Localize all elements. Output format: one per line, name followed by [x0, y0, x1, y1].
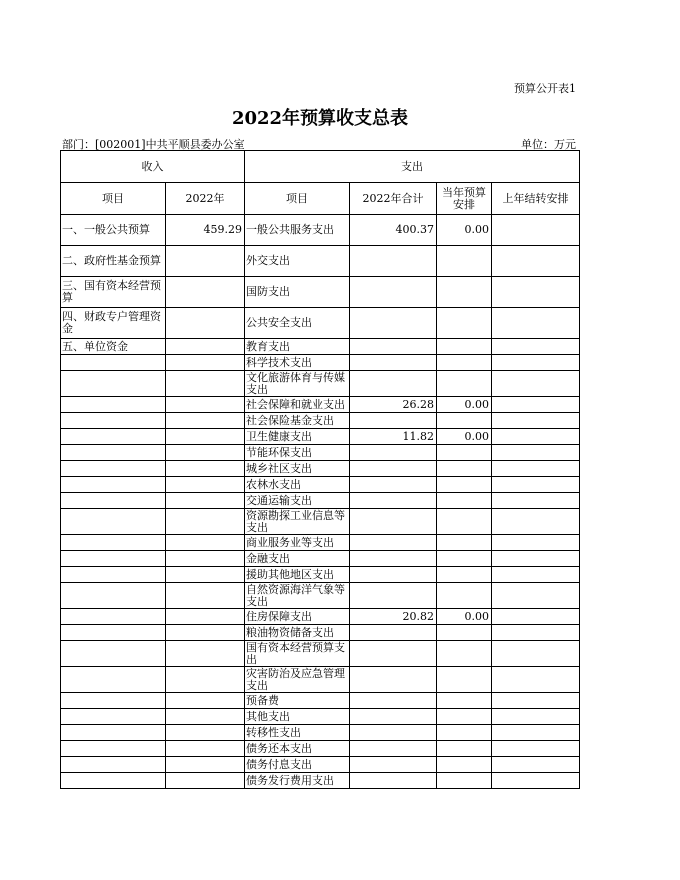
current-cell	[437, 535, 492, 551]
expense-item-cell: 其他支出	[245, 709, 350, 725]
col-income-year: 2022年	[166, 183, 245, 215]
current-cell	[437, 445, 492, 461]
income-value-cell	[166, 339, 245, 355]
col-carryover: 上年结转安排	[492, 183, 580, 215]
expense-item-cell: 一般公共服务支出	[245, 215, 350, 246]
income-item-cell	[61, 493, 166, 509]
income-item-cell	[61, 371, 166, 397]
income-item-cell	[61, 397, 166, 413]
income-item-cell	[61, 709, 166, 725]
expense-item-cell: 债务还本支出	[245, 741, 350, 757]
income-item-cell	[61, 725, 166, 741]
total-cell	[350, 509, 437, 535]
expense-item-cell: 债务付息支出	[245, 757, 350, 773]
income-item-cell	[61, 461, 166, 477]
table-row	[61, 429, 580, 445]
carryover-cell	[492, 246, 580, 277]
carryover-cell	[492, 429, 580, 445]
income-value-cell	[166, 429, 245, 445]
current-cell	[437, 477, 492, 493]
current-cell	[437, 308, 492, 339]
carryover-cell	[492, 339, 580, 355]
table-row	[61, 445, 580, 461]
income-item-cell	[61, 551, 166, 567]
income-value-cell	[166, 551, 245, 567]
expense-item-cell: 金融支出	[245, 551, 350, 567]
table-row	[61, 308, 580, 339]
income-value-cell	[166, 773, 245, 789]
total-cell	[350, 445, 437, 461]
carryover-cell	[492, 493, 580, 509]
income-item-cell	[61, 757, 166, 773]
total-cell	[350, 277, 437, 308]
table-row	[61, 725, 580, 741]
income-item-cell: 五、单位资金	[61, 339, 166, 355]
expense-item-cell: 援助其他地区支出	[245, 567, 350, 583]
total-cell	[350, 709, 437, 725]
income-value-cell	[166, 609, 245, 625]
expense-item-cell: 转移性支出	[245, 725, 350, 741]
total-cell: 26.28	[350, 397, 437, 413]
total-cell: 11.82	[350, 429, 437, 445]
income-value-cell	[166, 493, 245, 509]
total-cell	[350, 625, 437, 641]
total-cell: 400.37	[350, 215, 437, 246]
current-cell	[437, 246, 492, 277]
carryover-cell	[492, 215, 580, 246]
current-cell	[437, 757, 492, 773]
current-cell	[437, 641, 492, 667]
income-value-cell	[166, 535, 245, 551]
income-item-cell	[61, 535, 166, 551]
total-cell	[350, 741, 437, 757]
current-cell	[437, 625, 492, 641]
header-group-row	[61, 151, 580, 183]
carryover-cell	[492, 277, 580, 308]
income-value-cell	[166, 667, 245, 693]
total-cell	[350, 567, 437, 583]
carryover-cell	[492, 609, 580, 625]
expense-header: 支出	[245, 151, 580, 183]
table-row	[61, 773, 580, 789]
expense-item-cell: 节能环保支出	[245, 445, 350, 461]
carryover-cell	[492, 371, 580, 397]
income-value-cell	[166, 371, 245, 397]
table-row	[61, 625, 580, 641]
table-row	[61, 551, 580, 567]
current-cell: 0.00	[437, 429, 492, 445]
expense-item-cell: 社会保障和就业支出	[245, 397, 350, 413]
income-value-cell	[166, 757, 245, 773]
carryover-cell	[492, 509, 580, 535]
income-item-cell	[61, 583, 166, 609]
current-cell	[437, 725, 492, 741]
table-row	[61, 667, 580, 693]
income-item-cell	[61, 625, 166, 641]
carryover-cell	[492, 583, 580, 609]
carryover-cell	[492, 709, 580, 725]
expense-item-cell: 城乡社区支出	[245, 461, 350, 477]
expense-item-cell: 商业服务业等支出	[245, 535, 350, 551]
table-row	[61, 567, 580, 583]
total-cell	[350, 583, 437, 609]
income-item-cell	[61, 413, 166, 429]
expense-item-cell: 卫生健康支出	[245, 429, 350, 445]
income-value-cell	[166, 477, 245, 493]
income-value-cell	[166, 509, 245, 535]
total-cell	[350, 725, 437, 741]
current-cell	[437, 509, 492, 535]
income-item-cell	[61, 693, 166, 709]
expense-item-cell: 教育支出	[245, 339, 350, 355]
expense-item-cell: 粮油物资储备支出	[245, 625, 350, 641]
income-value-cell	[166, 725, 245, 741]
col-income-item: 项目	[61, 183, 166, 215]
carryover-cell	[492, 741, 580, 757]
table-row	[61, 461, 580, 477]
table-row	[61, 757, 580, 773]
total-cell	[350, 493, 437, 509]
col-total: 2022年合计	[350, 183, 437, 215]
income-value-cell	[166, 413, 245, 429]
income-value-cell	[166, 625, 245, 641]
current-cell	[437, 277, 492, 308]
table-row	[61, 477, 580, 493]
income-item-cell: 二、政府性基金预算	[61, 246, 166, 277]
col-expense-item: 项目	[245, 183, 350, 215]
expense-item-cell: 国有资本经营预算支出	[245, 641, 350, 667]
income-value-cell	[166, 641, 245, 667]
total-cell	[350, 461, 437, 477]
expense-item-cell: 资源勘探工业信息等支出	[245, 509, 350, 535]
income-item-cell	[61, 567, 166, 583]
carryover-cell	[492, 725, 580, 741]
form-number: 预算公开表1	[514, 82, 576, 95]
total-cell	[350, 339, 437, 355]
carryover-cell	[492, 535, 580, 551]
table-row	[61, 246, 580, 277]
carryover-cell	[492, 477, 580, 493]
expense-item-cell: 灾害防治及应急管理支出	[245, 667, 350, 693]
table-row	[61, 609, 580, 625]
total-cell	[350, 477, 437, 493]
table-row	[61, 535, 580, 551]
carryover-cell	[492, 625, 580, 641]
carryover-cell	[492, 551, 580, 567]
header-column-row	[61, 183, 580, 215]
table-row	[61, 641, 580, 667]
total-cell	[350, 371, 437, 397]
carryover-cell	[492, 757, 580, 773]
income-value-cell	[166, 693, 245, 709]
total-cell: 20.82	[350, 609, 437, 625]
total-cell	[350, 535, 437, 551]
income-item-cell: 四、财政专户管理资金	[61, 308, 166, 339]
total-cell	[350, 246, 437, 277]
expense-item-cell: 社会保险基金支出	[245, 413, 350, 429]
table-row	[61, 583, 580, 609]
current-cell	[437, 567, 492, 583]
table-row	[61, 741, 580, 757]
table-row	[61, 339, 580, 355]
income-value-cell	[166, 397, 245, 413]
income-value-cell	[166, 583, 245, 609]
carryover-cell	[492, 667, 580, 693]
carryover-cell	[492, 308, 580, 339]
current-cell	[437, 583, 492, 609]
income-item-cell	[61, 429, 166, 445]
income-value-cell: 459.29	[166, 215, 245, 246]
expense-item-cell: 自然资源海洋气象等支出	[245, 583, 350, 609]
total-cell	[350, 308, 437, 339]
current-cell: 0.00	[437, 397, 492, 413]
current-cell	[437, 461, 492, 477]
carryover-cell	[492, 461, 580, 477]
expense-item-cell: 农林水支出	[245, 477, 350, 493]
total-cell	[350, 693, 437, 709]
carryover-cell	[492, 773, 580, 789]
income-header: 收入	[61, 151, 245, 183]
table-row	[61, 509, 580, 535]
total-cell	[350, 773, 437, 789]
expense-item-cell: 预备费	[245, 693, 350, 709]
current-cell	[437, 667, 492, 693]
current-cell	[437, 355, 492, 371]
current-cell	[437, 493, 492, 509]
income-item-cell: 三、国有资本经营预算	[61, 277, 166, 308]
table-row	[61, 397, 580, 413]
carryover-cell	[492, 355, 580, 371]
income-value-cell	[166, 709, 245, 725]
expense-item-cell: 交通运输支出	[245, 493, 350, 509]
unit-label: 单位：万元	[521, 138, 576, 151]
table-row	[61, 709, 580, 725]
income-item-cell	[61, 741, 166, 757]
current-cell: 0.00	[437, 215, 492, 246]
table-row	[61, 215, 580, 246]
table-row	[61, 277, 580, 308]
current-cell	[437, 339, 492, 355]
income-value-cell	[166, 741, 245, 757]
income-item-cell	[61, 773, 166, 789]
current-cell	[437, 413, 492, 429]
income-item-cell	[61, 667, 166, 693]
table-row	[61, 371, 580, 397]
income-item-cell	[61, 641, 166, 667]
income-item-cell	[61, 355, 166, 371]
current-cell: 0.00	[437, 609, 492, 625]
department-label: 部门：[002001]中共平顺县委办公室	[62, 138, 245, 151]
total-cell	[350, 551, 437, 567]
expense-item-cell: 住房保障支出	[245, 609, 350, 625]
page-title: 2022年预算收支总表	[231, 108, 409, 129]
income-item-cell	[61, 445, 166, 461]
income-value-cell	[166, 246, 245, 277]
total-cell	[350, 413, 437, 429]
table-row	[61, 413, 580, 429]
carryover-cell	[492, 641, 580, 667]
current-cell	[437, 371, 492, 397]
expense-item-cell: 国防支出	[245, 277, 350, 308]
income-value-cell	[166, 445, 245, 461]
income-item-cell: 一、一般公共预算	[61, 215, 166, 246]
table-row	[61, 355, 580, 371]
income-item-cell	[61, 477, 166, 493]
current-cell	[437, 741, 492, 757]
carryover-cell	[492, 397, 580, 413]
total-cell	[350, 757, 437, 773]
total-cell	[350, 641, 437, 667]
expense-item-cell: 科学技术支出	[245, 355, 350, 371]
budget-table	[60, 150, 580, 789]
income-value-cell	[166, 461, 245, 477]
current-cell	[437, 709, 492, 725]
income-value-cell	[166, 355, 245, 371]
current-cell	[437, 693, 492, 709]
expense-item-cell: 文化旅游体育与传媒支出	[245, 371, 350, 397]
table-row	[61, 693, 580, 709]
current-cell	[437, 773, 492, 789]
income-item-cell	[61, 609, 166, 625]
income-value-cell	[166, 308, 245, 339]
expense-item-cell: 外交支出	[245, 246, 350, 277]
carryover-cell	[492, 567, 580, 583]
current-cell	[437, 551, 492, 567]
income-value-cell	[166, 277, 245, 308]
income-item-cell	[61, 509, 166, 535]
table-row	[61, 493, 580, 509]
total-cell	[350, 355, 437, 371]
carryover-cell	[492, 693, 580, 709]
carryover-cell	[492, 445, 580, 461]
total-cell	[350, 667, 437, 693]
expense-item-cell: 债务发行费用支出	[245, 773, 350, 789]
carryover-cell	[492, 413, 580, 429]
expense-item-cell: 公共安全支出	[245, 308, 350, 339]
income-value-cell	[166, 567, 245, 583]
col-current: 当年预算安排	[437, 183, 492, 215]
